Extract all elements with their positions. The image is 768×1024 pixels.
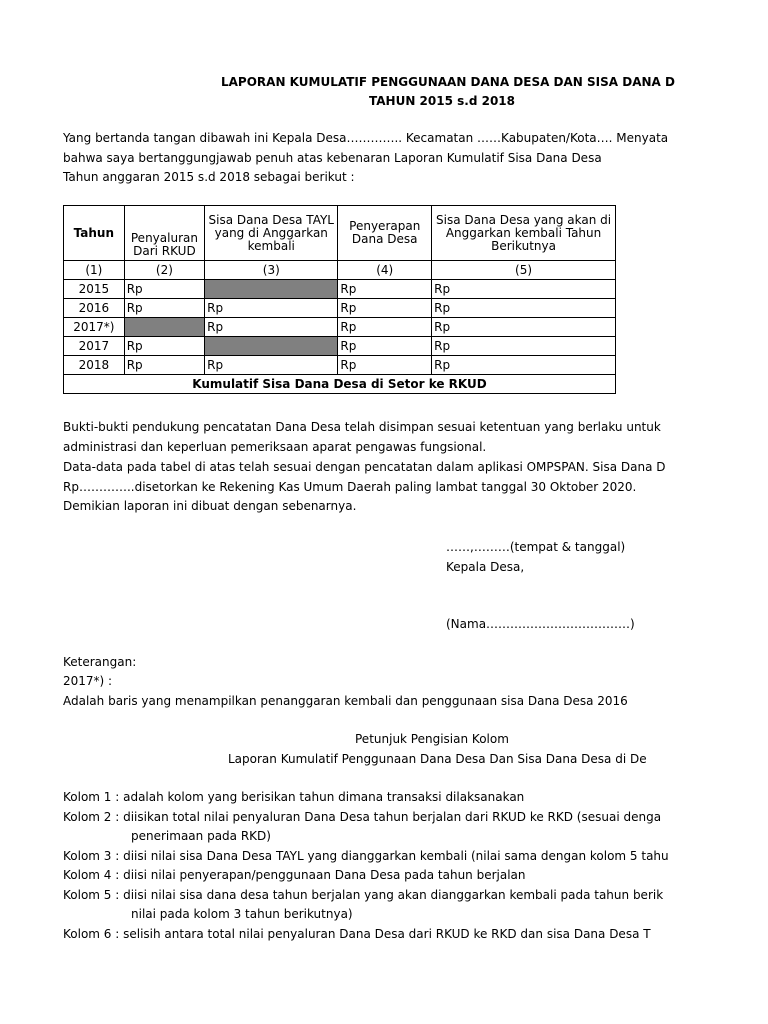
cell-sisa-tayl: Rp (205, 318, 338, 337)
cell-sisa-akan: Rp (432, 280, 616, 299)
body-line-4: Rp…………..disetorkan ke Rekening Kas Umum Daerah paling lambat tanggal 30 Oktober 2020. (63, 480, 637, 494)
table-footer-row (64, 375, 616, 394)
table-row (64, 280, 616, 299)
report-table (63, 205, 616, 394)
guide-kolom-2-cont: penerimaan pada RKD) (131, 829, 271, 843)
body-line-5: Demikian laporan ini dibuat dengan sebenarnya. (63, 499, 357, 513)
report-title: LAPORAN KUMULATIF PENGGUNAAN DANA DESA DAN SISA DANA D (221, 75, 675, 89)
cell-sisa-akan: Rp (432, 337, 616, 356)
cell-sisa-akan: Rp (432, 356, 616, 375)
header-penyaluran: Penyaluran Dari RKUD (124, 206, 204, 261)
cell-shaded (205, 280, 338, 299)
cell-penyaluran: Rp (124, 280, 204, 299)
guide-kolom-5-cont: nilai pada kolom 3 tahun berikutnya) (131, 907, 353, 921)
table-footer: Kumulatif Sisa Dana Desa di Setor ke RKUD (64, 375, 616, 394)
cell-year: 2015 (64, 280, 125, 299)
guide-subtitle: Laporan Kumulatif Penggunaan Dana Desa Dan Sisa Dana Desa di De (228, 752, 647, 766)
header-sisa-akan: Sisa Dana Desa yang akan di Anggarkan kembali Tahun Berikutnya (432, 206, 616, 261)
signature-role: Kepala Desa, (446, 560, 525, 574)
table-row (64, 299, 616, 318)
body-line-3: Data-data pada tabel di atas telah sesuai dengan pencatatan dalam aplikasi OMPSPAN. Sisa Dana D (63, 460, 666, 474)
col-number: (5) (432, 261, 616, 280)
notes-item: 2017*) : (63, 674, 113, 688)
table-number-row (64, 261, 616, 280)
cell-penyerapan: Rp (338, 356, 432, 375)
header-penyerapan: Penyerapan Dana Desa (338, 206, 432, 261)
cell-sisa-akan: Rp (432, 318, 616, 337)
intro-line-2: bahwa saya bertanggungjawab penuh atas kebenaran Laporan Kumulatif Sisa Dana Desa (63, 151, 602, 165)
cell-penyaluran: Rp (124, 356, 204, 375)
intro-line-3: Tahun anggaran 2015 s.d 2018 sebagai berikut : (63, 170, 355, 184)
table-row (64, 318, 616, 337)
cell-year: 2018 (64, 356, 125, 375)
col-number: (3) (205, 261, 338, 280)
cell-sisa-tayl: Rp (205, 356, 338, 375)
guide-kolom-3: Kolom 3 : diisi nilai sisa Dana Desa TAYL yang dianggarkan kembali (nilai sama dengan kolom 5 tahu (63, 849, 669, 863)
report-subtitle: TAHUN 2015 s.d 2018 (369, 94, 515, 108)
cell-penyerapan: Rp (338, 299, 432, 318)
body-line-1: Bukti-bukti pendukung pencatatan Dana Desa telah disimpan sesuai ketentuan yang berlaku untuk (63, 420, 661, 434)
table-row (64, 337, 616, 356)
guide-kolom-6: Kolom 6 : selisih antara total nilai penyaluran Dana Desa dari RKUD ke RKD dan sisa Dana Desa T (63, 927, 651, 941)
header-tahun: Tahun (64, 206, 125, 261)
cell-penyaluran: Rp (124, 299, 204, 318)
table-row (64, 356, 616, 375)
cell-shaded (124, 318, 204, 337)
body-line-2: administrasi dan keperluan pemeriksaan aparat pengawas fungsional. (63, 440, 487, 454)
guide-kolom-5: Kolom 5 : diisi nilai sisa dana desa tahun berjalan yang akan dianggarkan kembali pada tahun berik (63, 888, 664, 902)
col-number: (4) (338, 261, 432, 280)
cell-year: 2016 (64, 299, 125, 318)
header-sisa-tayl: Sisa Dana Desa TAYL yang di Anggarkan kembali (205, 206, 338, 261)
guide-kolom-2: Kolom 2 : diisikan total nilai penyaluran Dana Desa tahun berjalan dari RKUD ke RKD (sesuai denga (63, 810, 662, 824)
notes-label: Keterangan: (63, 655, 137, 669)
cell-year: 2017*) (64, 318, 125, 337)
cell-sisa-akan: Rp (432, 299, 616, 318)
cell-shaded (205, 337, 338, 356)
cell-year: 2017 (64, 337, 125, 356)
notes-desc: Adalah baris yang menampilkan penanggaran kembali dan penggunaan sisa Dana Desa 2016 (63, 694, 628, 708)
cell-sisa-tayl: Rp (205, 299, 338, 318)
cell-penyaluran: Rp (124, 337, 204, 356)
col-number: (1) (64, 261, 125, 280)
intro-line-1: Yang bertanda tangan dibawah ini Kepala Desa………….. Kecamatan ……Kabupaten/Kota…. Menyata (63, 131, 669, 145)
signature-place-date: ……,………(tempat & tanggal) (446, 540, 626, 554)
table-header-row (64, 206, 616, 261)
signature-name: (Nama………………………………) (446, 617, 635, 631)
guide-kolom-4: Kolom 4 : diisi nilai penyerapan/penggunaan Dana Desa pada tahun berjalan (63, 868, 526, 882)
cell-penyerapan: Rp (338, 280, 432, 299)
guide-kolom-1: Kolom 1 : adalah kolom yang berisikan tahun dimana transaksi dilaksanakan (63, 790, 525, 804)
guide-title: Petunjuk Pengisian Kolom (355, 732, 509, 746)
col-number: (2) (124, 261, 204, 280)
cell-penyerapan: Rp (338, 318, 432, 337)
cell-penyerapan: Rp (338, 337, 432, 356)
